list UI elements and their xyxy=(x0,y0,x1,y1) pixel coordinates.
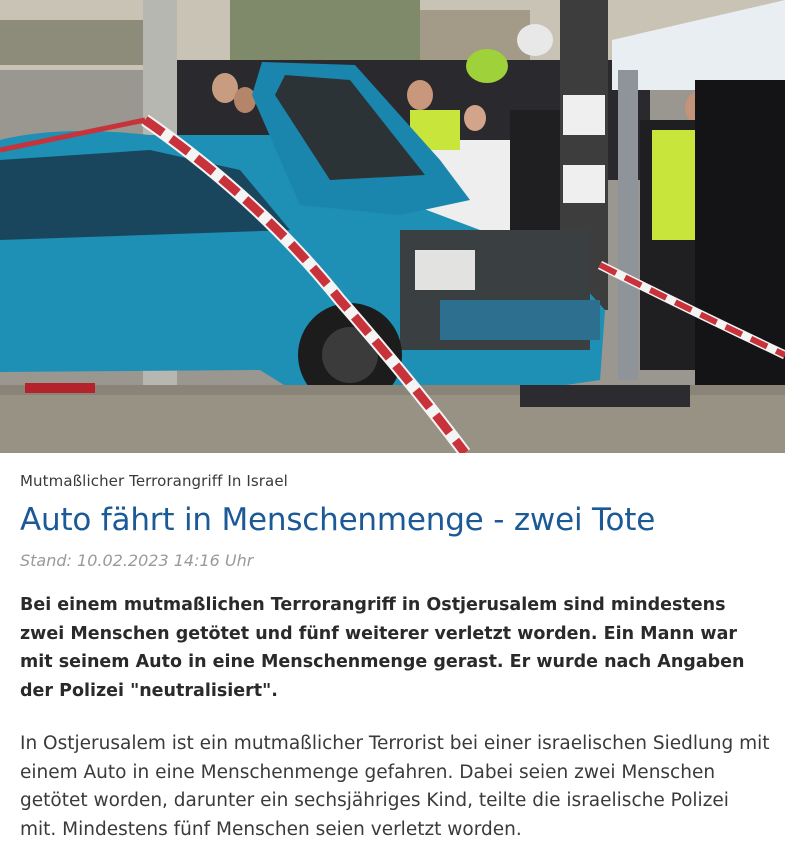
article-teaser: Bei einem mutmaßlichen Terrorangriff in Ostjerusalem sind mindestens zwei Menschen getötet und fünf weiterer verletzt worden. Ein Mann war mit seinem Auto in eine Menschenmenge gerast. Er wurde nach Angaben der Polizei "neutralisiert". xyxy=(20,595,745,701)
article-content xyxy=(20,470,770,844)
article-topline: Mutmaßlicher Terrorangriff In Israel xyxy=(20,472,288,490)
article-headline[interactable]: Auto fährt in Menschenmenge - zwei Tote xyxy=(20,502,656,538)
article-date: Stand: 10.02.2023 14:16 Uhr xyxy=(20,551,254,570)
article-body-paragraph: In Ostjerusalem ist ein mutmaßlicher Terrorist bei einer israelischen Siedlung mit einem Auto in eine Menschenmenge gefahren. Dabei seien zwei Menschen getötet worden, darunter ein sechsjähriges Kind, teilte die israelische Polizei mit. Mindestens fünf Menschen seien verletzt worden. xyxy=(20,733,770,840)
